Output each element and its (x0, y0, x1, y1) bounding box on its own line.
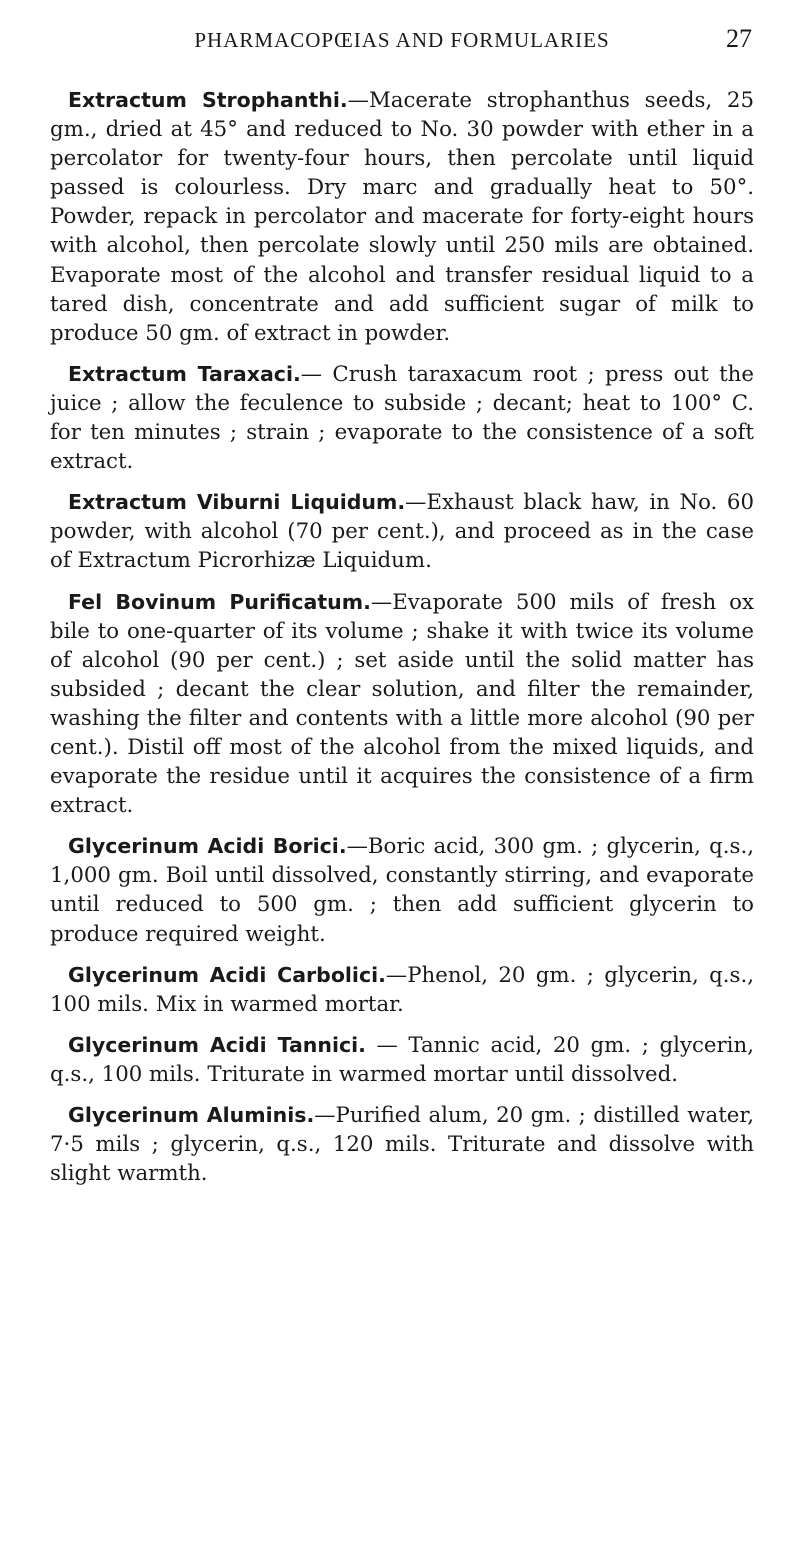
entry-title: Glycerinum Acidi Tannici. (68, 1032, 366, 1057)
entry-glycerinum-aluminis (50, 1101, 754, 1188)
entry-title: Glycerinum Acidi Carbolici. (68, 962, 386, 987)
page-header (50, 22, 754, 62)
entry-title: Fel Bovinum Purificatum. (68, 589, 371, 614)
entry-title: Extractum Taraxaci. (68, 361, 301, 386)
entry-title: Glycerinum Acidi Borici. (68, 834, 347, 859)
entry-title: Glycerinum Aluminis. (68, 1103, 315, 1127)
entry-fel-bovinum-purificatum (50, 588, 754, 821)
entry-extractum-strophanthi (50, 86, 754, 348)
entry-text: — Crush taraxacum root ; press out the juice ; allow the feculence to subside ; decant; heat to 100° C. for ten minutes ; strain ; evaporate to the consistence of a soft extract. (50, 361, 754, 475)
entry-text: —Macerate strophanthus seeds, 25 gm., dried at 45° and reduced to No. 30 powder with ether in a percolator for twenty-four hours, then percolate until liquid passed is colourless. Dry marc and gradually heat to 50°. Powder, repack in percolator and macerate for forty-eight hours with alcohol, then percolate slowly until 250 mils are obtained. Evaporate most of the alcohol and transfer residual liquid to a tared dish, concentrate and add sufficient sugar of milk to produce 50 gm. of extract in powder. (50, 88, 754, 346)
entry-text: —Purified alum, 20 gm. ; distilled water, 7·5 mils ; glycerin, q.s., 120 mils. Triturate and dissolve with slight warmth. (50, 1103, 754, 1187)
entry-extractum-viburni-liquidum (50, 488, 754, 575)
entries (50, 86, 754, 1188)
entry-text: —Exhaust black haw, in No. 60 powder, with alcohol (70 per cent.), and proceed as in the case of Extractum Picrorhizæ Liquidum. (50, 490, 755, 574)
entry-title: Extractum Strophanthi. (68, 88, 348, 112)
entry-text: —Evaporate 500 mils of fresh ox bile to one-quarter of its volume ; shake it with twice its volume of alcohol (90 per cent.) ; set aside until the solid matter has subsided ; decant the clear solution, and filter the remainder, washing the filter and contents with a little more alcohol (90 per cent.). Distil off most of the alcohol from the mixed liquids, and evaporate the residue until it acquires the consistence of a firm extract. (50, 589, 754, 819)
page-number: 27 (726, 24, 752, 53)
entry-glycerinum-acidi-tannici (50, 1031, 754, 1089)
entry-text: —Phenol, 20 gm. ; glycerin, q.s., 100 mils. Mix in warmed mortar. (50, 962, 754, 1017)
entry-extractum-taraxaci (50, 360, 754, 476)
entry-glycerinum-acidi-carbolici (50, 961, 754, 1019)
entry-glycerinum-acidi-borici (50, 832, 754, 948)
entry-title: Extractum Viburni Liquidum. (68, 490, 406, 515)
running-head: PHARMACOPŒIAS AND FORMULARIES (194, 28, 610, 52)
entry-text: — Tannic acid, 20 gm. ; glycerin, q.s., 100 mils. Triturate in warmed mortar until dissolved. (50, 1032, 754, 1087)
entry-text: —Boric acid, 300 gm. ; glycerin, q.s., 1,000 gm. Boil until dissolved, constantly stirring, and evaporate until reduced to 500 gm. ; then add sufficient glycerin to produce required weight. (50, 834, 754, 947)
